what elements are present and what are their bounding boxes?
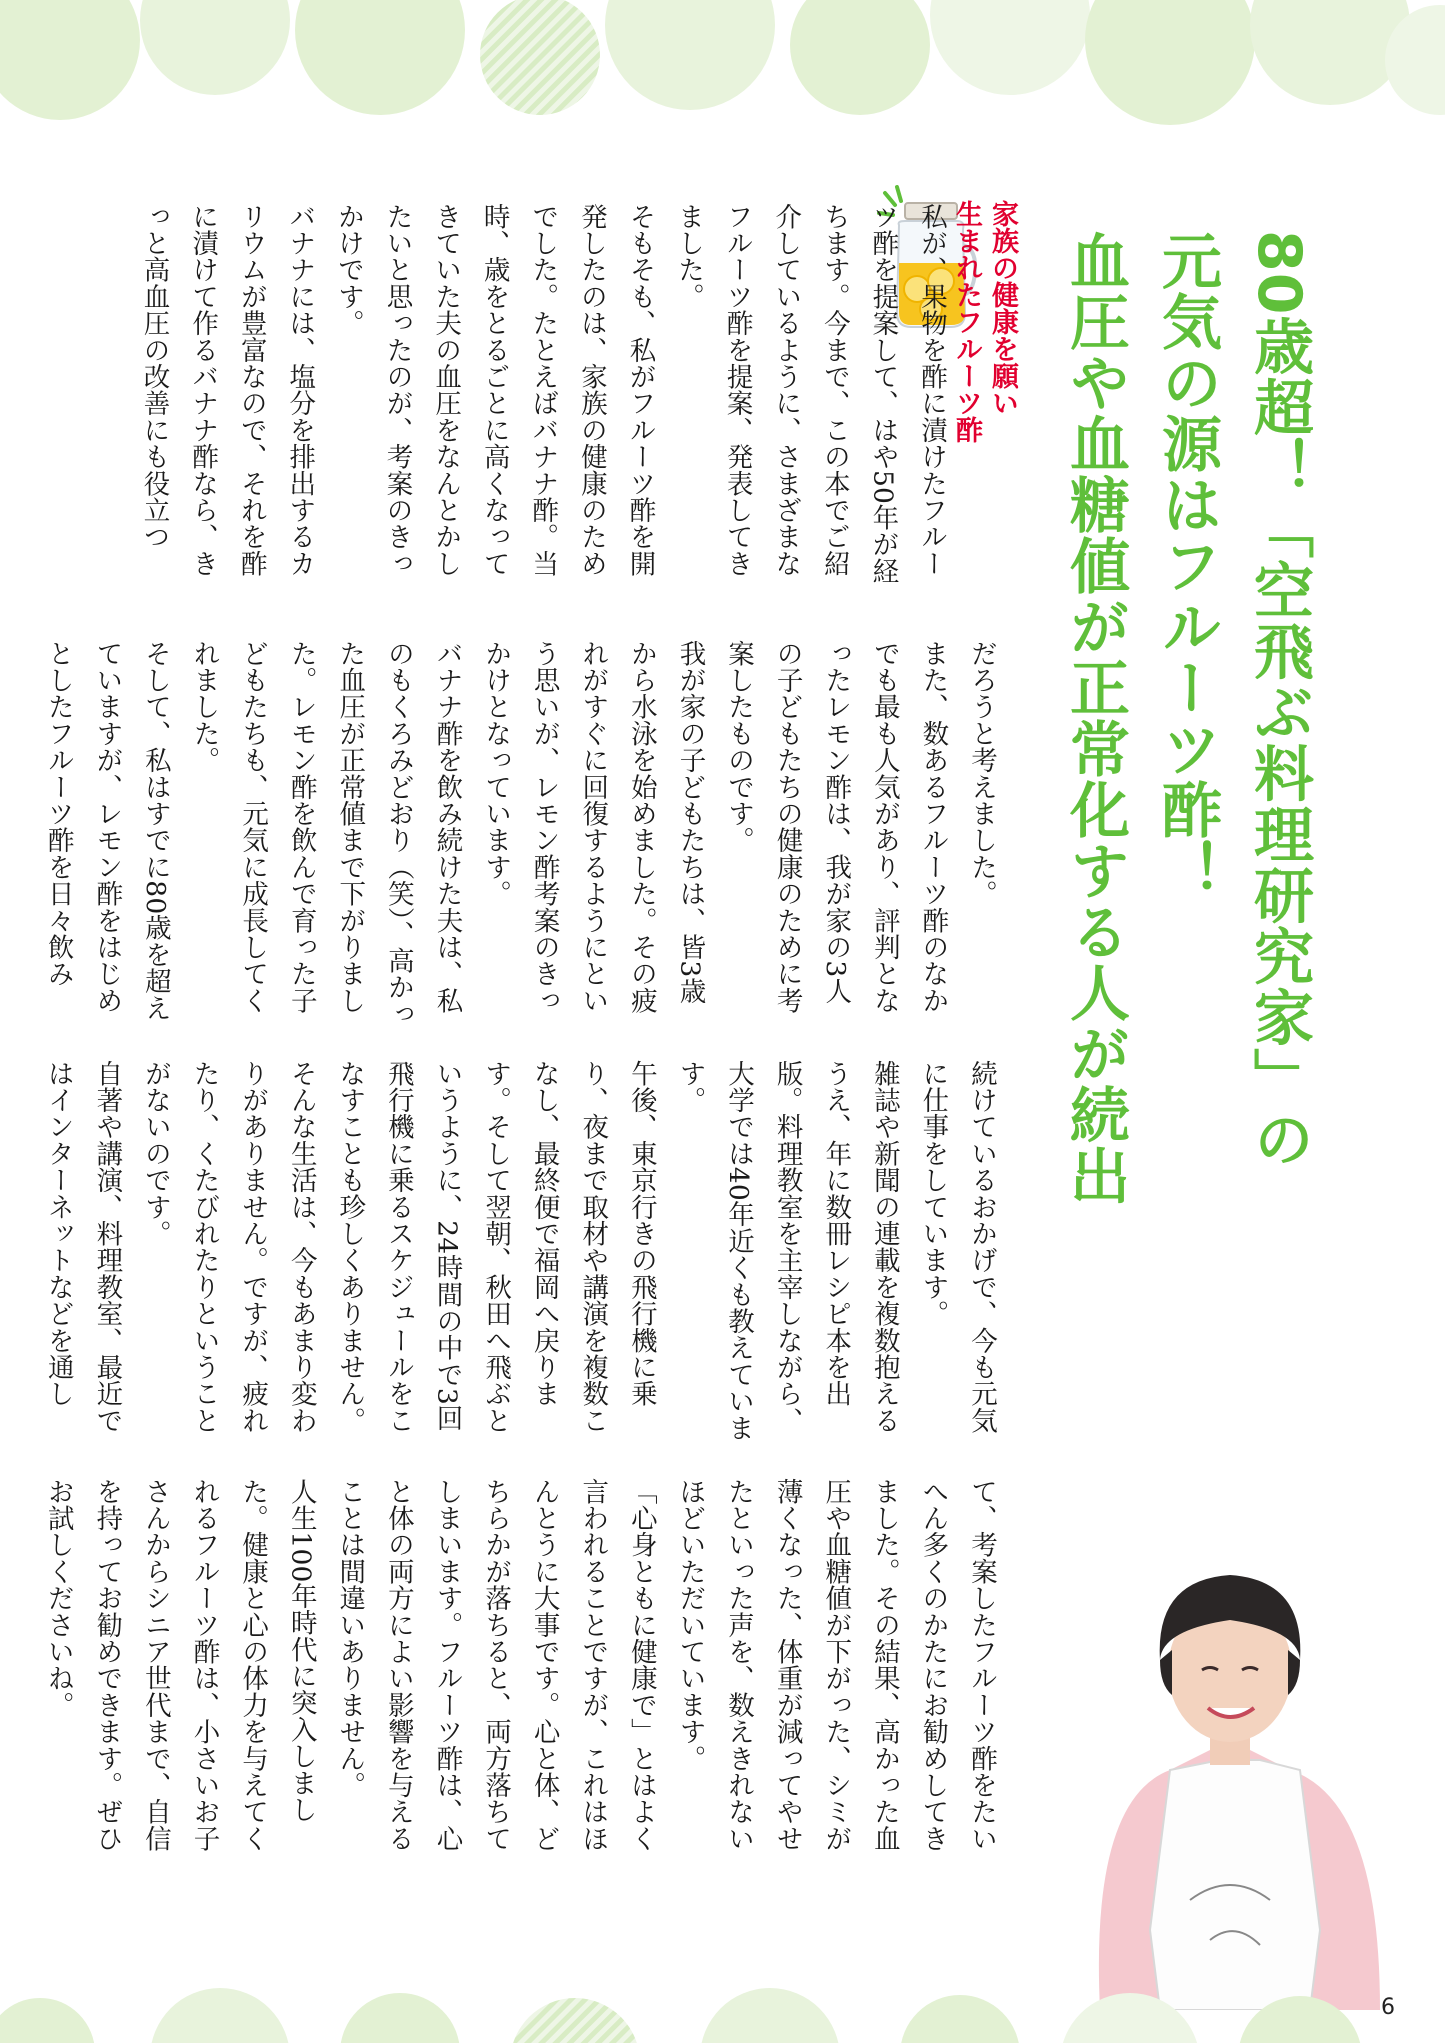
page-number: 6	[1381, 1995, 1395, 2020]
author-photo	[1060, 1470, 1400, 2010]
body-text-block: だろうと考えました。 また、数あるフルーツ酢のなかでも最も人気があり、評判となったレモン酢は、我が家の3人の子どもたちの健康のために考案したものです。 我が家の子どもたちは、皆3歳から水泳を始めました。その疲れがすぐに回復するようにという思いが、レモン酢考案のきっかけとなっています。 バナナ酢を飲み続けた夫は、私のもくろみどおり（笑）、高かった血圧が正常値まで下がりました。レモン酢を飲んで育った子どもたちも、元気に成長してくれました。 そして、私はすでに80歳を超えていますが、レモン酢をはじめとしたフルーツ酢を日々飲み	[42, 640, 997, 1028]
section-subheading: 家族の健康を願い 生まれたフルーツ酢	[951, 200, 1018, 443]
body-text-block: 続けているおかげで、今も元気に仕事をしています。 雑誌や新聞の連載を複数抱えるうえ、年に数冊レシピ本を出版。料理教室を主宰しながら、大学では40年近くも教えています。 午後、東京行きの飛行機に乗り、夜まで取材や講演を複数こなし、最終便で福岡へ戻ります。そして翌朝、秋田へ飛ぶというように、24時間の中で3回飛行機に乗るスケジュールをこなすことも珍しくありません。 そんな生活は、今もあまり変わりがありません。ですが、疲れたり、くたびれたりということがないのです。 自著や講演、料理教室、最近ではインターネットなどを通し	[42, 1060, 997, 1442]
top-decoration	[0, 0, 1445, 125]
body-text-block: 私が、果物を酢に漬けたフルーツ酢を提案して、はや50年が経ちます。今まで、この本でご紹介しているように、さまざまなフルーツ酢を提案、発表してきました。 そもそも、私がフルーツ酢を開発したのは、家族の健康のためでした。たとえばバナナ酢。当時、歳をとるごとに高くなってきていた夫の血圧をなんとかしたいと思ったのが、考案のきっかけです。 バナナには、塩分を排出するカリウムが豊富なので、それを酢に漬けて作るバナナ酢なら、きっと高血圧の改善にも役立つ	[138, 203, 947, 585]
body-text-block: て、考案したフルーツ酢をたいへん多くのかたにお勧めしてきました。その結果、高かった血圧や血糖値が下がった、シミが薄くなった、体重が減ってやせたといった声を、数えきれないほどいただいています。 「心身ともに健康で」とはよく言われることですが、これはほんとうに大事です。心と体、どちらかが落ちると、両方落ちてしまいます。フルーツ酢は、心と体の両方によい影響を与えることは間違いありません。 人生100年時代に突入しました。健康と心の体力を与えてくれるフルーツ酢は、小さいお子さんからシニア世代まで、自信を持ってお勧めできます。ぜひお試しくださいね。	[42, 1478, 997, 1852]
headline: 80歳超！「空飛ぶ料理研究家」の 元気の源はフルーツ酢！ 血圧や血糖値が正常化する人が続出	[1060, 230, 1314, 1206]
bottom-decoration	[0, 1973, 1445, 2043]
